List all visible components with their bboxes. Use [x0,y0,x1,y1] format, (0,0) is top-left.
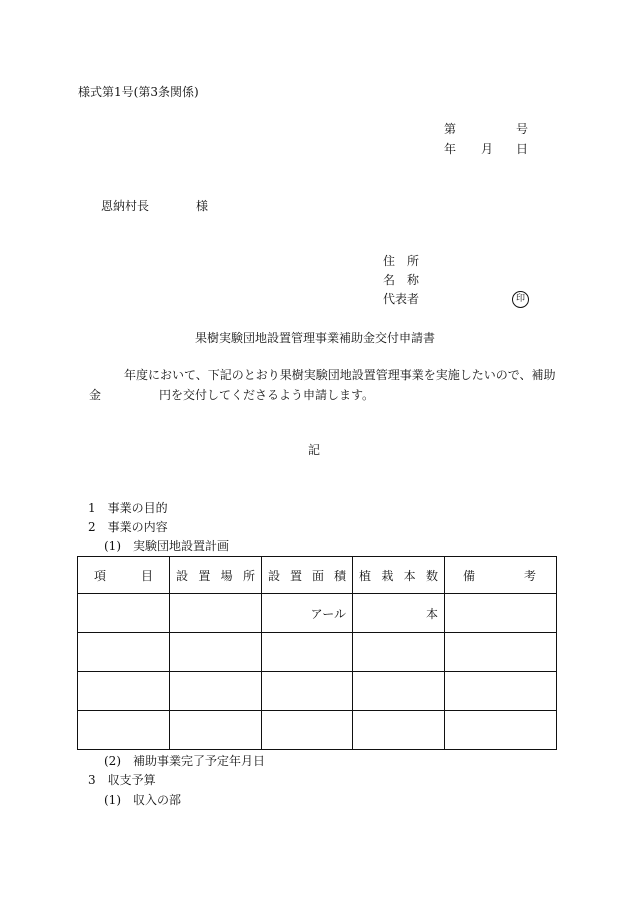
table-row [78,594,557,633]
cell-area[interactable] [262,594,353,633]
header-area: 設 置 面 積 [262,557,353,594]
table-row [78,711,557,750]
section-3-budget: 3 収支予算 [88,773,156,787]
cell-remarks[interactable] [445,711,557,750]
plan-table [77,556,557,750]
date-month: 月 [481,142,494,156]
seal-mark: 印 [512,291,529,308]
cell-item[interactable] [78,711,170,750]
unit-hon: 本 [425,606,438,621]
cell-item[interactable] [78,594,170,633]
table-row [78,633,557,672]
cell-planting-count[interactable] [353,594,445,633]
section-3-1-income: (1) 収入の部 [104,793,181,807]
unit-are: アール [310,606,346,621]
applicant-name-label: 名 称 [383,273,420,287]
form-number: 様式第1号(第3条関係) [78,85,199,99]
header-remarks: 備 考 [445,557,557,594]
cell-remarks[interactable] [445,672,557,711]
header-item: 項 目 [78,557,170,594]
cell-area[interactable] [262,711,353,750]
addressee-name: 恩納村長 [101,199,150,213]
table-row [78,672,557,711]
header-location: 設 置 場 所 [170,557,262,594]
body-line-1: 年度において、下記のとおり果樹実験団地設置管理事業を実施したいので、補助 [124,368,556,382]
cell-remarks[interactable] [445,633,557,672]
section-1-purpose: 1 事業の目的 [88,501,168,515]
cell-location[interactable] [170,711,262,750]
cell-planting-count[interactable] [353,711,445,750]
document-title: 果樹実験団地設置管理事業補助金交付申請書 [194,331,435,345]
section-2-content: 2 事業の内容 [88,520,168,534]
doc-number-dai: 第 [444,122,457,136]
section-2-1-plan: (1) 実験団地設置計画 [104,539,229,553]
addressee-honorific: 様 [196,199,209,213]
cell-item[interactable] [78,633,170,672]
header-planting-count: 植 栽 本 数 [353,557,445,594]
cell-area[interactable] [262,672,353,711]
cell-location[interactable] [170,672,262,711]
date-day: 日 [516,142,529,156]
cell-planting-count[interactable] [353,672,445,711]
ki-heading: 記 [308,443,321,457]
applicant-address-label: 住 所 [383,254,420,268]
body-line-2-rest: 円を交付してくださるよう申請します。 [159,388,375,402]
cell-planting-count[interactable] [353,633,445,672]
cell-area[interactable] [262,633,353,672]
applicant-representative-label: 代表者 [383,292,420,306]
doc-number-go: 号 [516,122,529,136]
body-line-2-prefix: 金 [89,388,102,402]
cell-location[interactable] [170,594,262,633]
section-2-2-completion-date: (2) 補助事業完了予定年月日 [104,754,265,768]
cell-item[interactable] [78,672,170,711]
cell-remarks[interactable] [445,594,557,633]
table-header-row [78,557,557,594]
cell-location[interactable] [170,633,262,672]
date-year: 年 [444,142,457,156]
